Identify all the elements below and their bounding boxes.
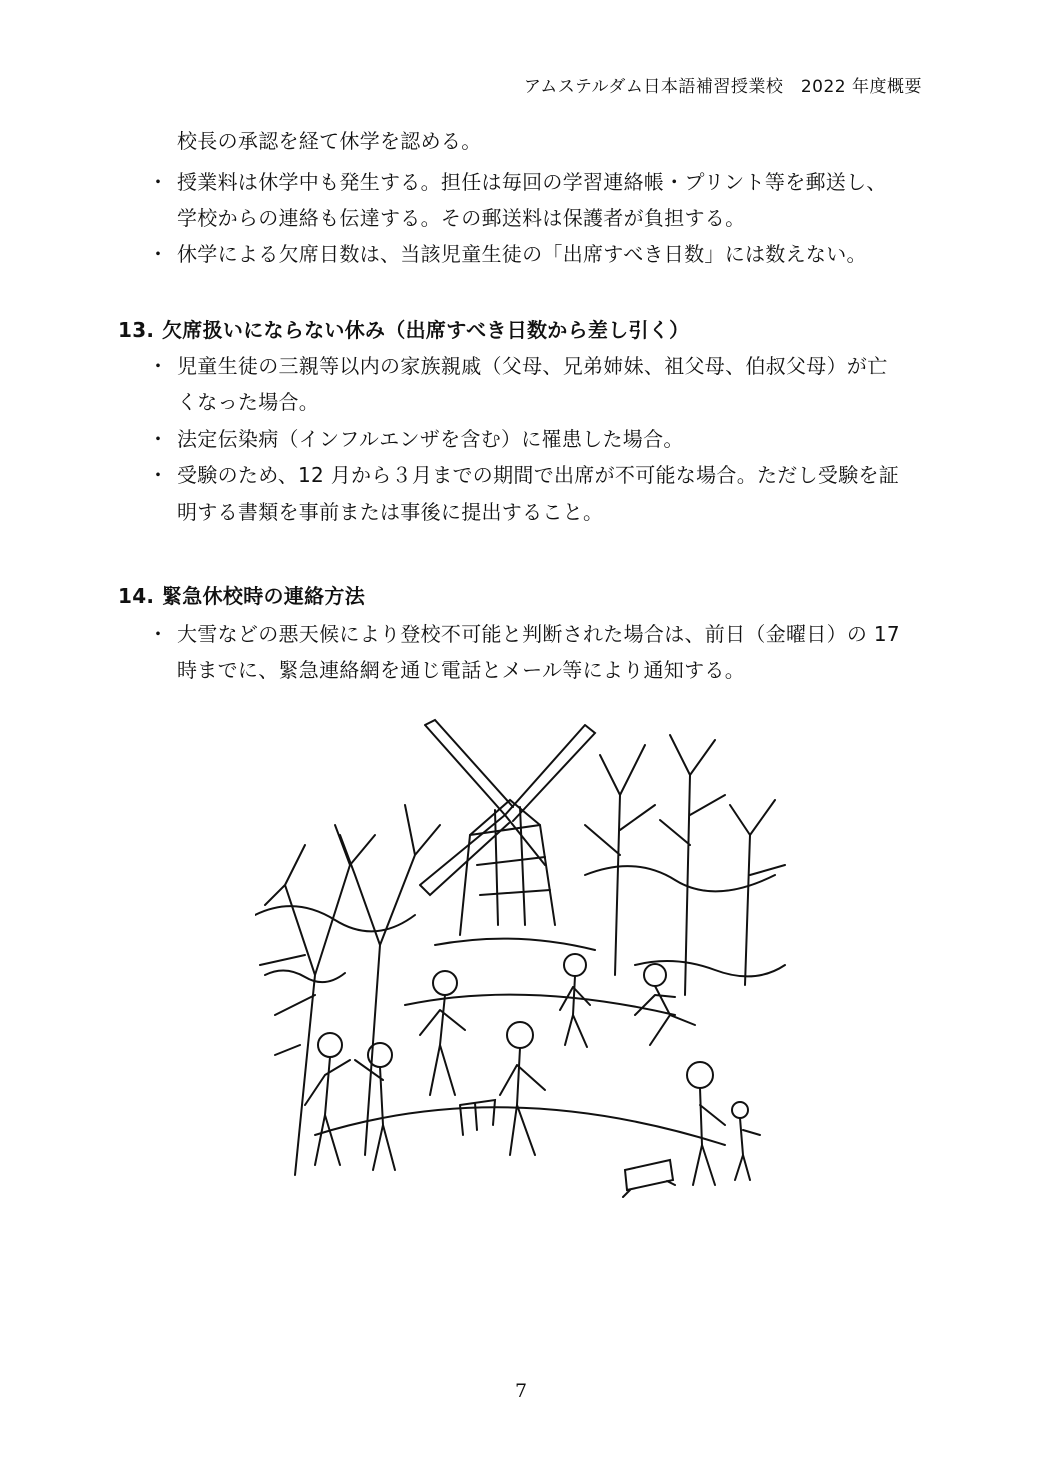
bullet-text: 児童生徒の三親等以内の家族親戚（父母、兄弟姉妹、祖父母、伯叔父母）が亡 [177,354,888,378]
bullet-item [148,423,684,452]
continuation-line: 校長の承認を経て休学を認める。 [177,129,482,153]
bullet-item [148,618,900,647]
bullet-text: 休学による欠席日数は、当該児童生徒の「出席すべき日数」には数えない。 [177,242,867,266]
section-number: 13. [118,318,155,342]
bullet-continuation: 学校からの連絡も伝達する。その郵送料は保護者が負担する。 [177,206,746,230]
section-title: 緊急休校時の連絡方法 [162,584,365,608]
bullet-item [148,166,887,195]
bullet-item [148,459,899,488]
bullet-continuation: 時までに、緊急連絡網を通じ電話とメール等により通知する。 [177,658,745,682]
section-number: 14. [118,584,155,608]
bullet-item [148,350,888,379]
bullet-text: 受験のため、12 月から３月までの期間で出席が不可能な場合。ただし受験を証 [177,463,900,487]
bullet-dot: ・ [148,242,169,266]
section-heading-13 [118,314,689,343]
bullet-text: 授業料は休学中も発生する。担任は毎回の学習連絡帳・プリント等を郵送し、 [177,170,887,194]
bullet-item [148,238,867,267]
bullet-text: 大雪などの悪天候により登校不可能と判断された場合は、前日（金曜日）の 17 [177,622,900,646]
bullet-dot: ・ [148,622,169,646]
bullet-dot: ・ [148,354,169,378]
windmill-winter-illustration [255,715,795,1205]
bullet-text: 法定伝染病（インフルエンザを含む）に罹患した場合。 [177,427,684,451]
bullet-continuation: くなった場合。 [177,390,320,414]
page-number: 7 [514,1380,528,1402]
section-heading-14 [118,580,365,609]
bullet-dot: ・ [148,463,169,487]
page-header: アムステルダム日本語補習授業校 2022 年度概要 [523,77,922,97]
bullet-dot: ・ [148,170,169,194]
bullet-continuation: 明する書類を事前または事後に提出すること。 [177,500,604,524]
section-title: 欠席扱いにならない休み（出席すべき日数から差し引く） [162,318,690,342]
bullet-dot: ・ [148,427,169,451]
